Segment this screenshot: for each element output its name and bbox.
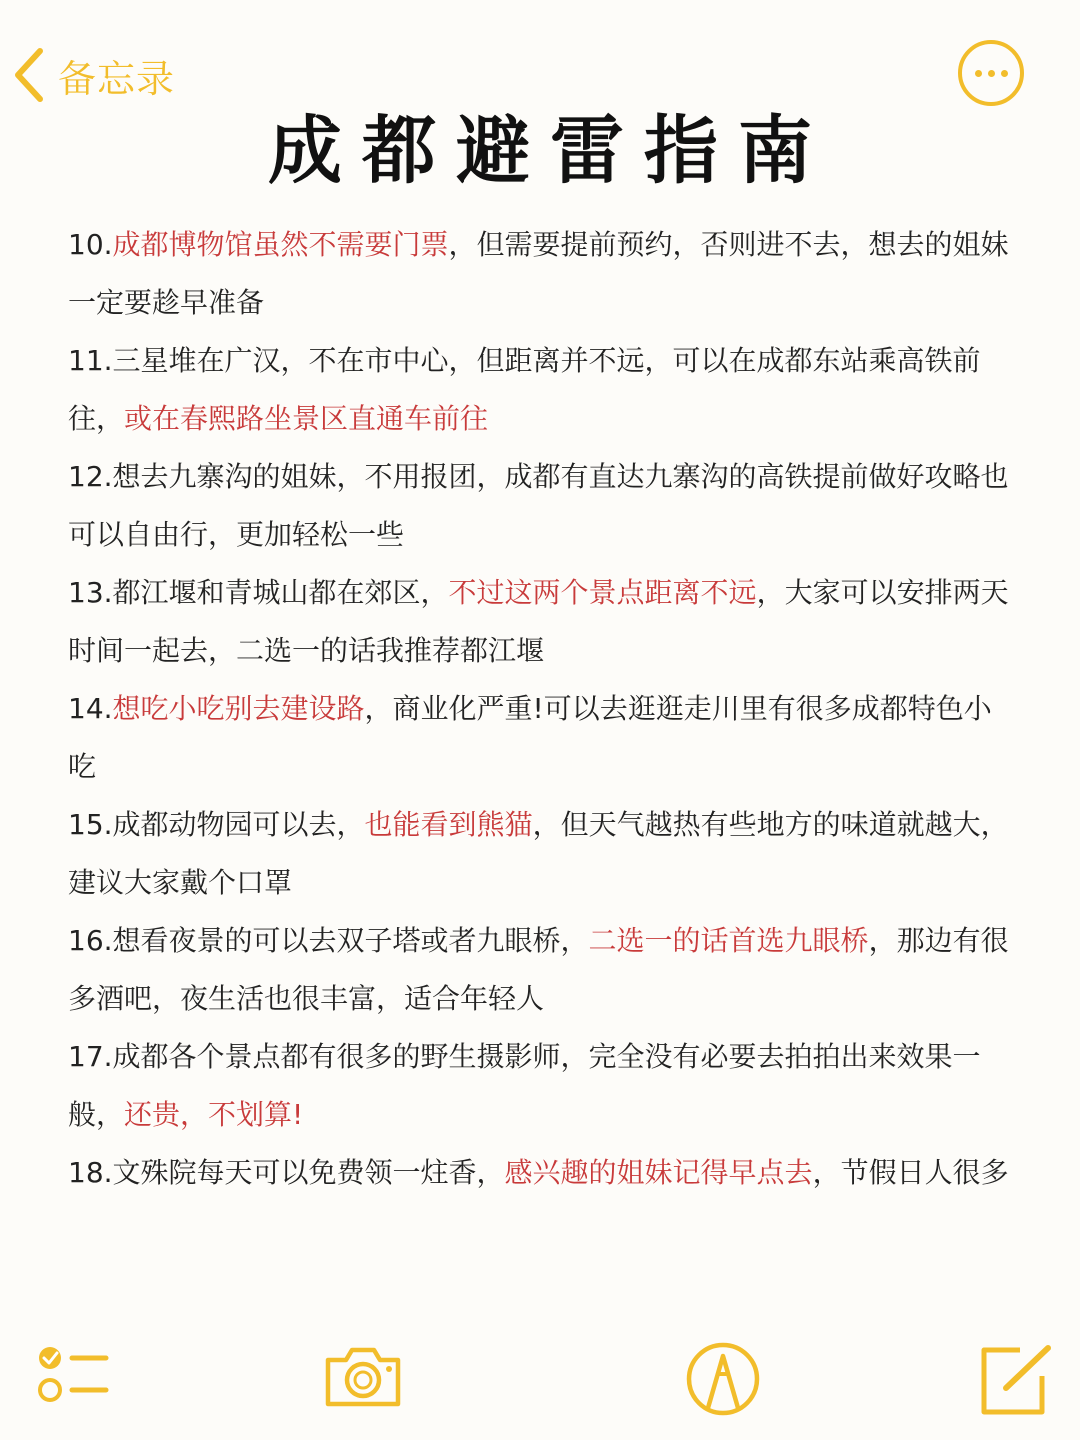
note-item	[68, 1028, 1013, 1144]
note-body[interactable]	[68, 216, 1013, 1202]
item-text: 文殊院每天可以免费领一炷香，	[112, 1156, 505, 1189]
highlighted-text: 二选一的话首选九眼桥	[588, 924, 869, 957]
item-text: 成都动物园可以去，	[112, 808, 365, 841]
item-text: 想去九寨沟的姐妹，不用报团，成都有直达九寨沟的高铁提前做好攻略也可以自由行，更加轻松一些	[68, 460, 1009, 551]
item-text: ，节假日人很多	[812, 1156, 1009, 1189]
back-label: 备忘录	[58, 56, 176, 101]
markup-button[interactable]	[684, 1340, 762, 1418]
item-text: ，但需要提前预约，否则进不去，想去的姐妹一定要趁早准备	[68, 228, 1009, 319]
checklist-button[interactable]	[36, 1344, 112, 1406]
item-number: 12.	[68, 460, 113, 493]
item-number: 15.	[68, 808, 113, 841]
item-number: 14.	[68, 692, 113, 725]
note-item	[68, 448, 1013, 564]
camera-button[interactable]	[322, 1342, 404, 1410]
highlighted-text: 或在春熙路坐景区直通车前往	[124, 402, 489, 435]
item-number: 16.	[68, 924, 113, 957]
camera-icon	[322, 1342, 404, 1410]
note-item	[68, 216, 1013, 332]
note-item	[68, 912, 1013, 1028]
highlighted-text: 感兴趣的姐妹记得早点去	[504, 1156, 813, 1189]
item-number: 11.	[68, 344, 113, 377]
note-item	[68, 332, 1013, 448]
bottom-toolbar	[0, 1330, 1080, 1430]
item-text: ，但天气越热有些地方的味道就越大，建议大家戴个口罩	[68, 808, 1009, 899]
item-text: 想看夜景的可以去双子塔或者九眼桥，	[112, 924, 589, 957]
highlighted-text: 还贵，不划算!	[124, 1098, 304, 1131]
note-item	[68, 680, 1013, 796]
item-number: 18.	[68, 1156, 113, 1189]
item-number: 13.	[68, 576, 113, 609]
item-number: 17.	[68, 1040, 113, 1073]
item-text: ，大家可以安排两天时间一起去，二选一的话我推荐都江堰	[68, 576, 1009, 667]
highlighted-text: 不过这两个景点距离不远	[448, 576, 757, 609]
highlighted-text: 成都博物馆虽然不需要门票	[112, 228, 449, 261]
item-number: 10.	[68, 228, 113, 261]
item-text: 三星堆在广汉，不在市中心，但距离并不远，可以在成都东站乘高铁前往，	[68, 344, 981, 435]
note-item	[68, 1144, 1013, 1202]
ellipsis-circle-icon	[975, 70, 982, 77]
compose-button[interactable]	[976, 1340, 1056, 1418]
item-text: ，商业化严重!可以去逛逛走川里有很多成都特色小吃	[68, 692, 992, 783]
highlighted-text: 也能看到熊猫	[364, 808, 533, 841]
item-text: 都江堰和青城山都在郊区，	[112, 576, 449, 609]
compose-icon	[976, 1340, 1056, 1418]
checklist-icon	[36, 1344, 112, 1406]
item-text: ，那边有很多酒吧，夜生活也很丰富，适合年轻人	[68, 924, 1009, 1015]
item-text: 成都各个景点都有很多的野生摄影师，完全没有必要去拍拍出来效果一般，	[68, 1040, 981, 1131]
note-item	[68, 796, 1013, 912]
highlighted-text: 想吃小吃别去建设路	[112, 692, 365, 725]
note-item	[68, 564, 1013, 680]
note-title: 成都避雷指南	[268, 108, 832, 194]
markup-pen-icon	[684, 1340, 762, 1418]
